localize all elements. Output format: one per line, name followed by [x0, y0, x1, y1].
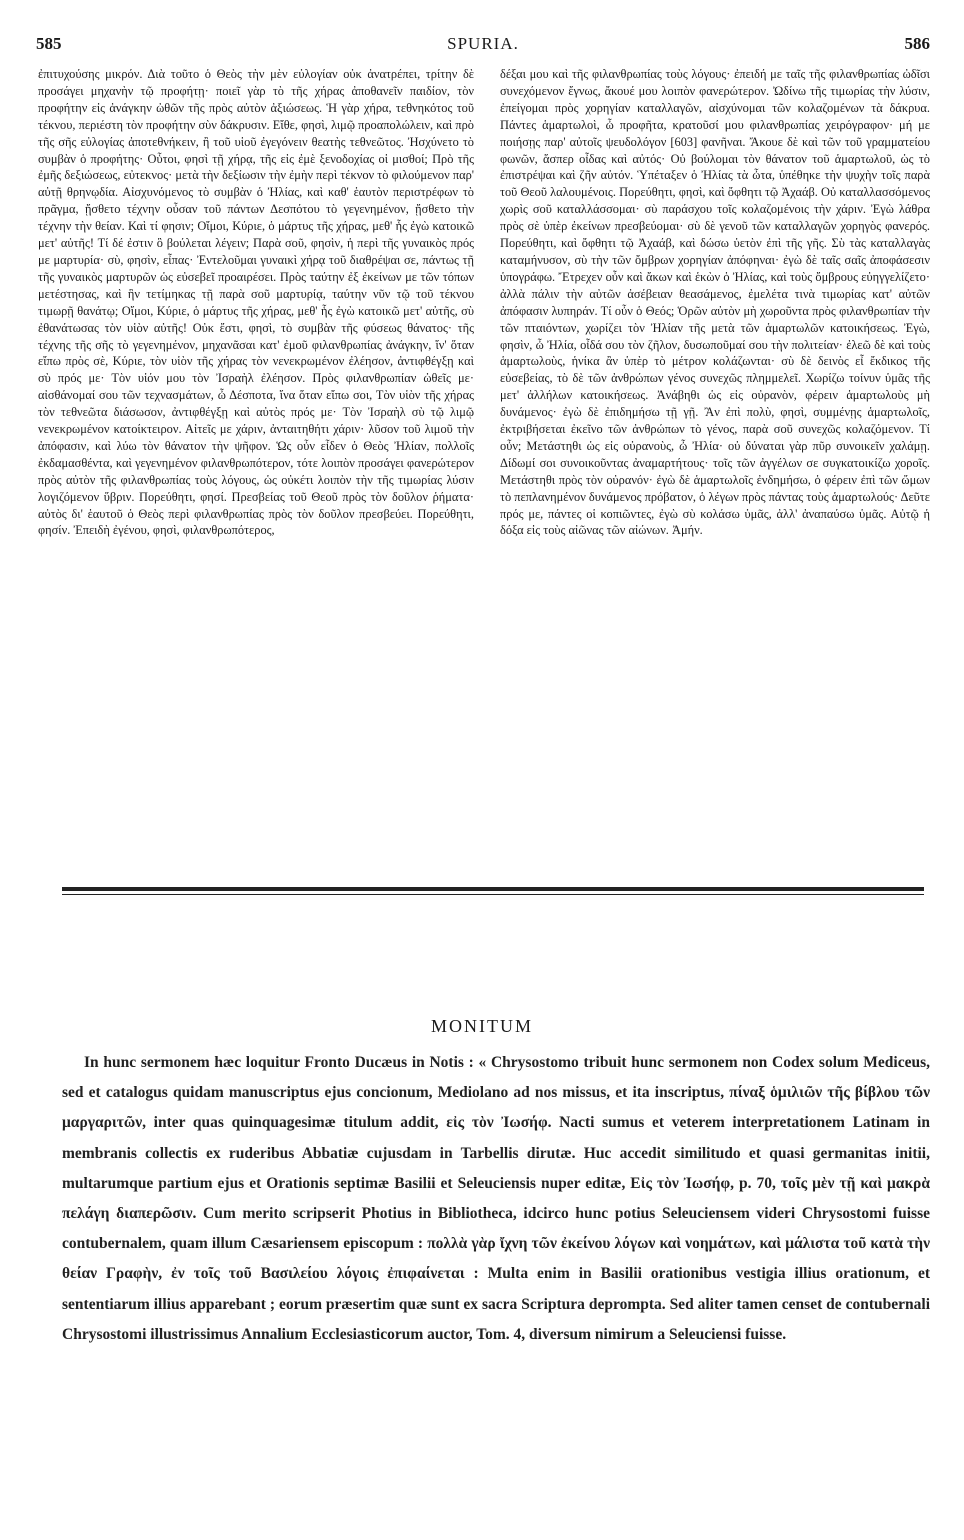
left-column [38, 66, 474, 878]
running-title: SPURIA. [447, 34, 519, 53]
page-header [36, 34, 930, 60]
section-divider-thin [62, 894, 924, 895]
page-number-right: 586 [904, 34, 930, 53]
monitum-body [62, 1048, 930, 1408]
right-column [500, 66, 930, 878]
monitum-paragraph: In hunc sermonem hæc loquitur Fronto Ducæus in Notis : « Chrysostomo tribuit hunc sermonem non Codex solum Mediceus, sed et catalogus quidam manuscriptus ejus concionum, Mediolano ad nos missus, et ita inscriptus, πίναξ ὁμιλιῶν τῆς βίβλου τῶν μαργαριτῶν, inter quas quinquagesimæ titulum addit, εἰς τὸν Ἰωσήφ. Nacti sumus et veterem interpretationem Latinam in membranis collectis ex ruderibus Abbatiæ cujusdam in Tarbellis dirutæ. Huc accedit similitudo et quasi germanitas initii, multarumque partium ejus et Orationis septimæ Basilii et Seleuciensis nuper editæ, Εἰς τὸν Ἰωσήφ, p. 70, τοῖς μὲν τῇ καὶ μακρὰ πελάγη διαπερῶσιν. Cum merito scripserit Photius in Bibliotheca, idcirco hunc potius Seleuciensem videri Chrysostomi fuisse contubernalem, quam illum Cæsariensem episcopum : πολλὰ γὰρ ἴχνη τῶν ἐκείνου λόγων καὶ νοημάτων, καὶ μάλιστα τοῦ κατὰ τὴν θείαν Γραφὴν, ἐν τοῖς τοῦ Βασιλείου λόγοις ἐπιφαίνεται : Multa enim in Basilii orationibus vestigia illius orationum, et sententiarum illius apparebant ; eorum præsertim quæ sunt ex sacra Scriptura deprompta. Sed aliter tamen censet de contubernali Chrysostomi illustrissimus Annalium Ecclesiasticorum auctor, Tom. 4, diversum nimirum a Seleuciensi fuisse. [62, 1054, 930, 1343]
page-number-left: 585 [36, 34, 62, 53]
monitum-title: MONITUM [431, 1016, 533, 1036]
right-column-text: δέξαι μου καὶ τῆς φιλανθρωπίας τοὺς λόγους· ἐπειδή με ταῖς τῆς φιλανθρωπίας ὠδῖσι συνεχόμενον ἔγνως, ἄκουέ μου λοιπὸν φανερώτερον. Ὠδίνω τῆς τιμωρίας τὴν λύσιν, ἐπείγομαι πρὸς χορηγίαν καταλλαγῶν, αἰσχύνομαι τῶν κολαζομένων τὰ δάκρυα. Πάντες ἁμαρτωλοὶ, ὦ προφῆτα, κρατοῦσί μου φιλανθρωπίας χειρόγραφον· μή με ποιήσῃς παρ' αὐτοῖς ψευδολόγον [603] φανῆναι. Ἄκουε δὲ καὶ τῶν τοῦ γραμματείου φωνῶν, ἅσπερ οἶδας καὶ αὐτός· Οὐ βούλομαι τὸν θάνατον τοῦ ἁμαρτωλοῦ, ὡς τὸ ἐπιστρέψαι καὶ ζῆν αὐτόν. Ὑπέταξεν ὁ Ἠλίας τὰ ὦτα, ὑπέθηκε τὴν ψυχὴν τοῖς παρὰ τοῦ Θεοῦ λαλουμένοις. Πορεύθητι, φησὶ, καὶ ὄφθητι τῷ Ἀχαάβ. Οὐ καταλλασσόμενος χωρὶς σοῦ καταλλάσσομαι· σὺ παράσχου τοῖς κολαζομένοις τὴν χάριν. Ἐγὼ λάθρα πρὸς σὲ ὑπὲρ ἐκείνων πρεσβεύομαι· σὺ δὲ γενοῦ τῶν καταλλαγῶν χορηγὸς φανερός. Πορεύθητι, καὶ ὄφθητι τῷ Ἀχαάβ, καὶ δώσω ὑετὸν ἐπὶ τῆς γῆς. Σὺ τὰς καταλλαγὰς καταμήνυσον, σὺ τὴν τῶν ὄμβρων χορηγίαν ἀπόφηναι· ἐγὼ δὲ ταῖς σαῖς ἀποφάσεσιν ὑπογράφω. Ἔτρεχεν οὖν καὶ ἄκων καὶ ἑκὼν ὁ Ἠλίας, καὶ τοὺς ὄμβρους εὐηγγελίζετο· ἀλλὰ πάλιν τὴν αὐτῶν ἀσέβειαν θεασάμενος, ἐμελέτα τινὰ τιμωρίας κατ' αὐτῶν ἀπόφασιν λυπηράν. Τί οὖν ὁ Θεός; Ὁρῶν αὐτὸν μὴ χωροῦντα πρὸς φιλανθρωπίαν τὴν τῶν πταιόντων, χωρίζει τὸν Ἠλίαν τῆς μετὰ τῶν ἁμαρτωλῶν κατοικήσεως. Ἐγὼ, φησὶν, ὦ Ἠλία, οἶδά σου τὸν ζῆλον, δυσωποῦμαί σου τὴν πολιτείαν· ἐλεῶ δὲ καὶ τοὺς ἁμαρτωλοὺς, ἡνίκα ἂν ὑπὲρ τὸ μέτρον κολάζωνται· σὺ δὲ δεινὸς εἶ ἔκδικος τῆς εὐσεβείας, τὸ δὲ τῶν ἀνθρώπων γένος συνεχῶς πλημμελεῖ. Χωρίζω τοίνυν ὑμᾶς τῆς μετ' ἀλλήλων κατοικήσεως. Ἀνάβηθι ὡς εἰς οὐρανὸν, φέρειν ἁμαρτωλοὺς μὴ δυνάμενος· ἐγὼ δὲ ἐπιδημήσω τῇ γῇ. Ἂν ἐπὶ πολὺ, φησὶ, συμμένῃς ἁμαρτωλοῖς, ἐκτριβήσεται ἐκεῖνο τῶν ἀνθρώπων τὸ γένος, παρὰ σοῦ συνεχῶς κολαζόμενον. Τί οὖν; Μετάστηθι ὡς εἰς οὐρανοὺς, ὦ Ἠλία· οὐ δύναται γὰρ πῦρ συνοικεῖν χαλάμῃ. Δίδωμί σοι συνοικοῦντας ἀναμαρτήτους· τοῖς τῶν ἀγγέλων σε συγκατοικίζω χοροῖς. Μετάστηθι πρὸς τὸν οὐρανόν· ἐγὼ δὲ ἁμαρτωλοῖς ἐνδημήσω, ὁ φέρειν ἐπὶ τῶν ὤμων τὸ πεπλανημένον δυνάμενος πρόβατον, ὁ λέγων πρὸς πάντας τοὺς ἁμαρτωλούς· Δεῦτε πρός με, πάντες οἱ κοπιῶντες, ἐγὼ σὺ κολάσω ὑμᾶς, ἀλλ' ἀναπαύσω ὑμᾶς. Αὐτῷ ἡ δόξα εἰς τοὺς αἰῶνας τῶν αἰώνων. Ἀμήν. [500, 67, 930, 538]
section-divider-thick [62, 887, 924, 891]
left-column-text: ἐπιτυχούσης μικρόν. Διὰ τοῦτο ὁ Θεὸς τὴν μὲν εὐλογίαν οὐκ ἀνατρέπει, τρίτην δὲ προσάγει μηχανὴν τῷ προφήτῃ· ποιεῖ γὰρ τὸ τῆς χήρας ἀποθανεῖν παιδίον, τὸν προφήτην εἰς ἀνάγκην ὠθῶν τῆς πρὸς αὐτὸν ἀξιώσεως. Ἡ γὰρ χήρα, τεθνηκότος τοῦ τέκνου, περιέστη τὸν προφήτην σὺν δάκρυσιν. Εἴθε, φησὶ, λιμῷ προαπολώλειν, καὶ πρὸ τῆς σῆς εὐλογίας ἀποτεθνήκειν, ἢ τοῦ υἱοῦ ἐγεγόνειν θεατὴς τεθνεῶτος. Ἠσχύνετο τὸ συμβὰν ὁ προφήτης· Οὗτοι, φησὶ τῇ χήρᾳ, τῆς εἰς ἐμὲ ξενοδοχίας οἱ μισθοί; Πρὸ τῆς ἐμῆς δεξιώσεως, εὐτεκνος· μετὰ τὴν δεξίωσιν τὴν ἐμὴν περὶ τέκνον τὸ φιλούμενον παρ' αὐτῇ θρηνῳδία. Αἰσχυνόμενος τὸ συμβὰν ὁ Ἠλίας, καὶ καθ' ἑαυτὸν περιστρέφων τὸ πρᾶγμα, ᾔσθετο τέχνην οὖσαν τοῦ πάντων Δεσπότου τὸ γεγενημένον, ᾔσθετο τὴν τέχνην τὴν θείαν. Καὶ τί φησιν; Οἴμοι, Κύριε, ὁ μάρτυς τῆς χήρας, μεθ' ἧς ἐγὼ κατοικῶ μετ' αὐτῆς! Τί δέ ἐστιν ὃ βούλεται λέγειν; Παρὰ σοῦ, φησὶν, ἡ περὶ τῆς γυναικὸς πρός με μαρτυρία· σὺ, φησὶν, εἶπας· Ἐντελοῦμαι γυναικὶ χήρᾳ τοῦ διαθρέψαι σε, πάντως τῇ τῆς γυναικὸς μαρτυρῶν ὡς εὐσεβεῖ προαιρέσει. Πρὸς ταύτην ἐξ ἐκείνων με τῶν τόπων μετέστησας, καὶ ἣν τετίμηκας τῇ παρὰ σοῦ μαρτυρίᾳ, ταύτην νῦν τῷ τοῦ τέκνου τιμωρῇ θανάτῳ; Οἴμοι, Κύριε, ὁ μάρτυς τῆς χήρας, μεθ' ἧς ἐγὼ κατοικῶ μετ' αὐτῆς, σὺ ἐθανάτωσας τὸν υἱὸν αὐτῆς! Οὐκ ἔστι, φησὶ, τὸ συμβὰν τῆς φύσεως θάνατος· τῆς τέχνης τῆς σῆς τὸ γεγενημένον, μηχανᾶσαι κατ' ἐμοῦ φιλανθρωπίας ἀνάγκην, ἵν' ὅταν εἴπω πρὸς σὲ, Κύριε, τὸν υἱὸν τῆς χήρας τὸν νενεκρωμένον ἐλέησον, ἀντιφθέγξῃ καὶ σὺ πρός με· Τὸν υἱόν μου τὸν Ἰσραὴλ ἐλέησον. Πρὸς φιλανθρωπίαν ὠθεῖς με· αἰσθάνομαί σου τῶν τεχνασμάτων, ὦ Δέσποτα, ἵνα ὅταν εἴπω σοι, Τὸν υἱὸν τῆς χήρας τὸν τεθνεῶτα διάσωσον, ἀντιφθέγξῃ καὶ αὐτὸς πρός με· Τὸν Ἰσραὴλ σὺ τῷ λιμῷ νενεκρωμένον κατοίκτειρον. Αἰτεῖς με χάριν, ἀνταιτηθήτι χάριν· λῦσον τοῦ λιμοῦ τὴν ἀπόφασιν, καὶ λύω τὸν θάνατον τὴν ψῆφον. Ὡς οὖν εἶδεν ὁ Θεὸς Ἠλίαν, πολλοῖς ἐκδαμασθέντα, καὶ γεγενημένον φιλανθρωπότερον, τότε λοιπὸν προσάγει φανερώτερον πρὸς αὐτὸν τῆς φιλανθρωπίας τοὺς λόγους, ὡς οὐκέτι λοιπὸν τὴν τῆς τιμωρίας λύσιν λογιζόμενον ὕβριν. Πορεύθητι, φησί. Πρεσβείας τοῦ Θεοῦ πρὸς τὸν δοῦλον ῥήματα· αὐτὸς δι' ἑαυτοῦ ὁ Θεὸς περὶ φιλανθρωπίας πρὸς τὸν δοῦλον πρεσβεύει. Πορεύθητι, φησίν. Ἐπειδὴ ἐγένου, φησὶ, φιλανθρωπότερος, [38, 67, 474, 538]
